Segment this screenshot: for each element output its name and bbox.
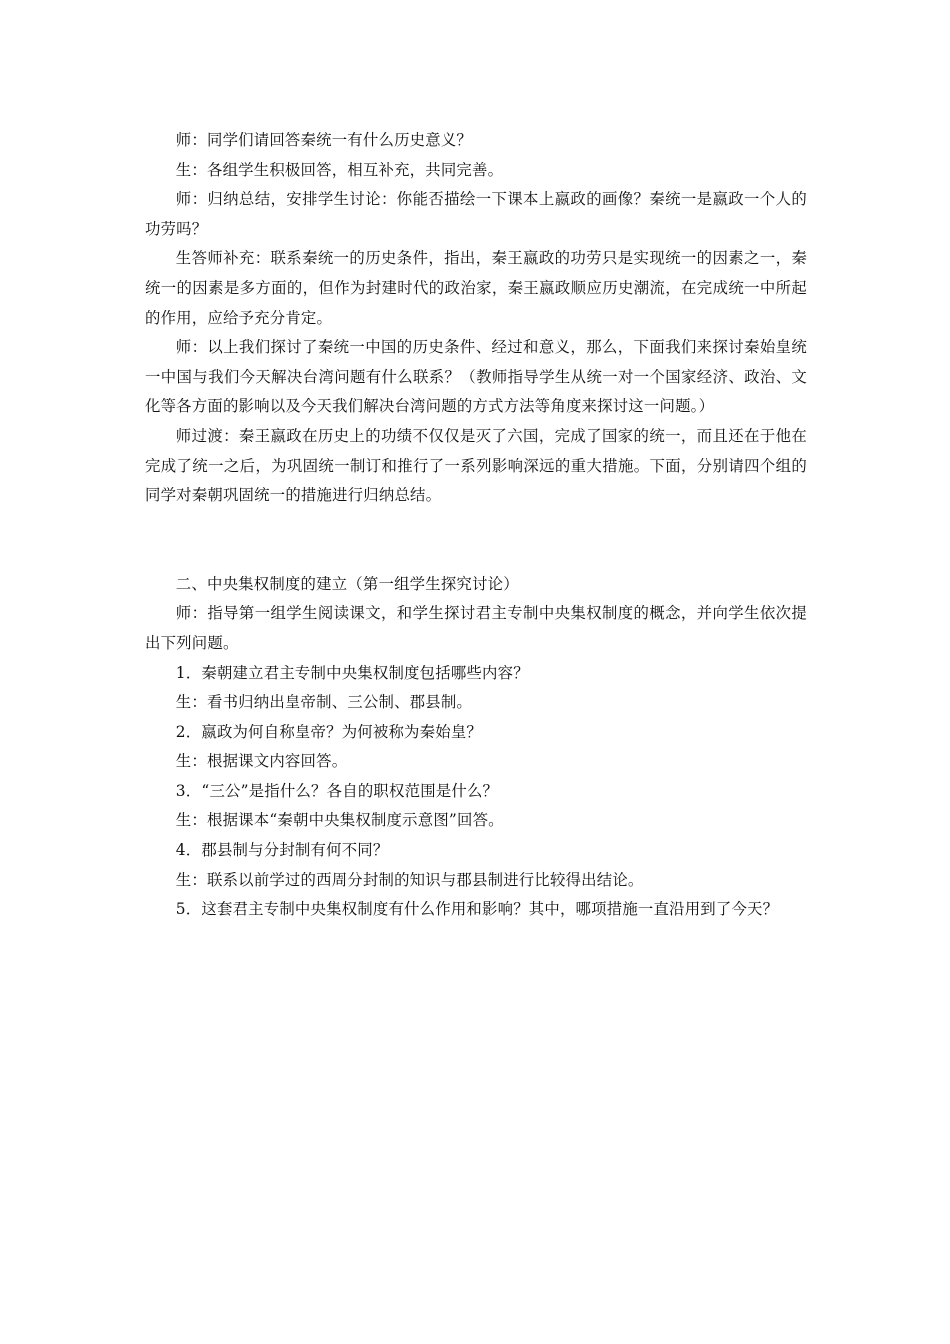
paragraph: 生答师补充：联系秦统一的历史条件，指出，秦王嬴政的功劳只是实现统一的因素之一，秦统一的因素是多方面的，但作为封建时代的政治家，秦王嬴政顺应历史潮流，在完成统一中所起的作用，应给予充分肯定。: [145, 249, 807, 327]
paragraph: 师：以上我们探讨了秦统一中国的历史条件、经过和意义，那么，下面我们来探讨秦始皇统一中国与我们今天解决台湾问题有什么联系？（教师指导学生从统一对一个国家经济、政治、文化等各方面的影响以及今天我们解决台湾问题的方式方法等角度来探讨这一问题。）: [145, 338, 807, 416]
document-body: [145, 126, 807, 925]
paragraph: 师：同学们请回答秦统一有什么历史意义？: [175, 131, 473, 149]
question-item: 1．秦朝建立君主专制中央集权制度包括哪些内容？: [175, 663, 529, 682]
question-item: 5．这套君主专制中央集权制度有什么作用和影响？其中，哪项措施一直沿用到了今天？: [175, 900, 779, 919]
paragraph: 师：归纳总结，安排学生讨论：你能否描绘一下课本上嬴政的画像？秦统一是嬴政一个人的功劳吗？: [145, 190, 807, 238]
answer-item: 生：根据课本“秦朝中央集权制度示意图”回答。: [175, 811, 504, 830]
question-item: 4．郡县制与分封制有何不同？: [175, 841, 389, 860]
paragraph: 师：指导第一组学生阅读课文，和学生探讨君主专制中央集权制度的概念，并向学生依次提出下列问题。: [145, 604, 807, 652]
question-item: 3．“三公”是指什么？各自的职权范围是什么？: [175, 781, 499, 800]
paragraph: 师过渡：秦王嬴政在历史上的功绩不仅仅是灭了六国，完成了国家的统一，而且还在于他在完成了统一之后，为巩固统一制订和推行了一系列影响深远的重大措施。下面，分别请四个组的同学对秦朝巩固统一的措施进行归纳总结。: [145, 426, 807, 505]
answer-item: 生：根据课文内容回答。: [175, 752, 348, 771]
section-heading: 二、中央集权制度的建立（第一组学生探究讨论）: [175, 574, 519, 593]
paragraph: 生：各组学生积极回答，相互补充，共同完善。: [175, 160, 504, 179]
answer-item: 生：看书归纳出皇帝制、三公制、郡县制。: [175, 693, 473, 712]
question-item: 2．嬴政为何自称皇帝？为何被称为秦始皇？: [175, 722, 483, 741]
answer-item: 生：联系以前学过的西周分封制的知识与郡县制进行比较得出结论。: [175, 870, 644, 889]
